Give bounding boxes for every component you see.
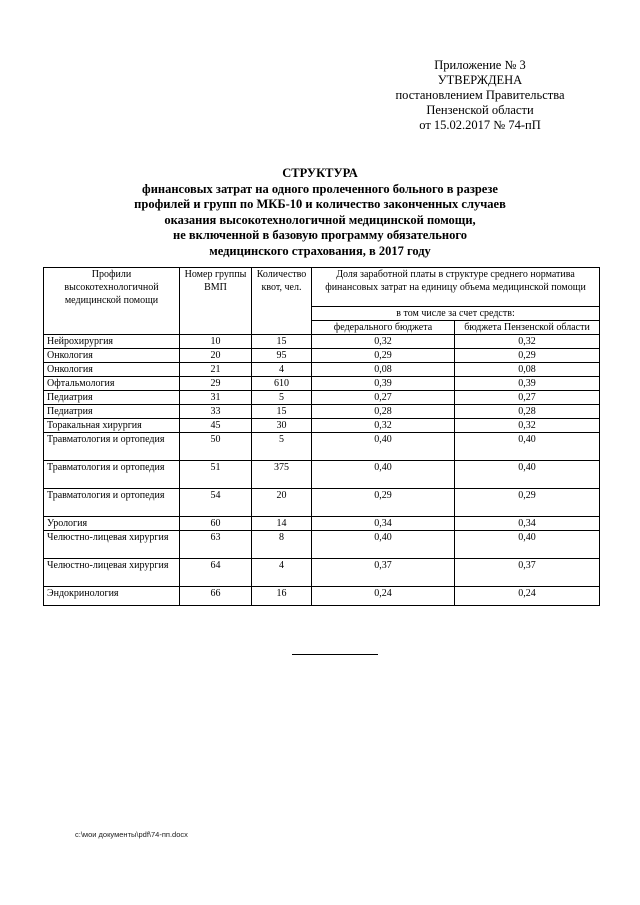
cell-group-number: 63: [180, 531, 252, 559]
cell-regional-share: 0,08: [455, 363, 600, 377]
cell-profile: Челюстно-лицевая хирургия: [44, 531, 180, 559]
cell-federal-share: 0,40: [312, 433, 455, 461]
table-row: [44, 531, 600, 559]
cell-federal-share: 0,39: [312, 377, 455, 391]
title-line-2: профилей и групп по МКБ-10 и количество законченных случаев: [134, 197, 506, 211]
cell-regional-share: 0,34: [455, 517, 600, 531]
cell-regional-share: 0,32: [455, 335, 600, 349]
cell-quota-count: 15: [252, 405, 312, 419]
cell-federal-share: 0,34: [312, 517, 455, 531]
title-heading: СТРУКТУРА: [282, 166, 358, 180]
cell-federal-share: 0,08: [312, 363, 455, 377]
cell-quota-count: 15: [252, 335, 312, 349]
cell-quota-count: 8: [252, 531, 312, 559]
cell-regional-share: 0,40: [455, 531, 600, 559]
approval-date-line: от 15.02.2017 № 74-пП: [419, 118, 541, 132]
approved-label: УТВЕРЖДЕНА: [437, 73, 523, 87]
cell-profile: Эндокринология: [44, 587, 180, 606]
cell-group-number: 64: [180, 559, 252, 587]
title-line-3: оказания высокотехнологичной медицинской помощи,: [164, 212, 476, 227]
cell-regional-share: 0,40: [455, 461, 600, 489]
cell-group-number: 60: [180, 517, 252, 531]
document-title: [90, 166, 550, 259]
table-row: [44, 363, 600, 377]
appendix-number: Приложение № 3: [434, 58, 526, 72]
cell-group-number: 29: [180, 377, 252, 391]
cell-quota-count: 610: [252, 377, 312, 391]
table-row: [44, 517, 600, 531]
cell-profile: Нейрохирургия: [44, 335, 180, 349]
cell-federal-share: 0,40: [312, 461, 455, 489]
cell-federal-share: 0,29: [312, 489, 455, 517]
end-divider: [292, 654, 378, 655]
cell-federal-share: 0,32: [312, 419, 455, 433]
cell-group-number: 66: [180, 587, 252, 606]
header-salary-share: Доля заработной платы в структуре среднего норматива финансовых затрат на единицу объема медицинской помощи: [312, 268, 600, 307]
title-line-4: не включенной в базовую программу обязательного: [173, 228, 467, 242]
table-row: [44, 489, 600, 517]
cell-quota-count: 30: [252, 419, 312, 433]
cell-regional-share: 0,29: [455, 349, 600, 363]
header-quota: Количество квот, чел.: [252, 268, 312, 335]
cell-group-number: 45: [180, 419, 252, 433]
cell-profile: Урология: [44, 517, 180, 531]
cell-regional-share: 0,28: [455, 405, 600, 419]
cell-quota-count: 14: [252, 517, 312, 531]
header-federal-budget: федерального бюджета: [312, 321, 455, 335]
title-line-1: финансовых затрат на одного пролеченного больного в разрезе: [142, 181, 498, 196]
cell-federal-share: 0,29: [312, 349, 455, 363]
cell-quota-count: 5: [252, 391, 312, 405]
approved-by-line: постановлением Правительства: [395, 88, 565, 102]
structure-table: [43, 267, 600, 606]
table-row: [44, 391, 600, 405]
cell-quota-count: 375: [252, 461, 312, 489]
cell-profile: Травматология и ортопедия: [44, 461, 180, 489]
cell-group-number: 33: [180, 405, 252, 419]
cell-profile: Педиатрия: [44, 391, 180, 405]
cell-federal-share: 0,32: [312, 335, 455, 349]
cell-quota-count: 16: [252, 587, 312, 606]
cell-profile: Педиатрия: [44, 405, 180, 419]
header-sources: в том числе за счет средств:: [312, 307, 600, 321]
cell-profile: Онкология: [44, 349, 180, 363]
cell-profile: Травматология и ортопедия: [44, 433, 180, 461]
header-group: Номер группы ВМП: [180, 268, 252, 335]
file-path: c:\мои документы\pdf\74-пп.docx: [75, 830, 188, 839]
cell-federal-share: 0,40: [312, 531, 455, 559]
cell-federal-share: 0,28: [312, 405, 455, 419]
table-row: [44, 335, 600, 349]
cell-quota-count: 20: [252, 489, 312, 517]
cell-group-number: 21: [180, 363, 252, 377]
cell-group-number: 54: [180, 489, 252, 517]
cell-profile: Травматология и ортопедия: [44, 489, 180, 517]
cell-regional-share: 0,39: [455, 377, 600, 391]
table-row: [44, 433, 600, 461]
table-row: [44, 405, 600, 419]
cell-profile: Онкология: [44, 363, 180, 377]
title-line-5: медицинского страхования, в 2017 году: [209, 243, 431, 258]
cell-regional-share: 0,24: [455, 587, 600, 606]
approval-stamp: [360, 58, 600, 133]
cell-group-number: 50: [180, 433, 252, 461]
cell-profile: Челюстно-лицевая хирургия: [44, 559, 180, 587]
cell-regional-share: 0,37: [455, 559, 600, 587]
table-row: [44, 377, 600, 391]
cell-quota-count: 4: [252, 559, 312, 587]
header-regional-budget: бюджета Пензенской области: [455, 321, 600, 335]
cell-quota-count: 5: [252, 433, 312, 461]
cell-federal-share: 0,24: [312, 587, 455, 606]
table-row: [44, 559, 600, 587]
table-row: [44, 419, 600, 433]
cell-regional-share: 0,40: [455, 433, 600, 461]
table-body: [44, 335, 600, 606]
cell-profile: Торакальная хирургия: [44, 419, 180, 433]
approved-region-line: Пензенской области: [426, 103, 534, 117]
cell-quota-count: 95: [252, 349, 312, 363]
table-row: [44, 461, 600, 489]
cell-group-number: 10: [180, 335, 252, 349]
cell-regional-share: 0,32: [455, 419, 600, 433]
header-profile: Профили высокотехнологичной медицинской помощи: [44, 268, 180, 335]
cell-federal-share: 0,27: [312, 391, 455, 405]
cell-federal-share: 0,37: [312, 559, 455, 587]
cell-group-number: 20: [180, 349, 252, 363]
cell-regional-share: 0,27: [455, 391, 600, 405]
cell-quota-count: 4: [252, 363, 312, 377]
cell-group-number: 51: [180, 461, 252, 489]
cell-regional-share: 0,29: [455, 489, 600, 517]
table-row: [44, 587, 600, 606]
cell-profile: Офтальмология: [44, 377, 180, 391]
cell-group-number: 31: [180, 391, 252, 405]
table-row: [44, 349, 600, 363]
